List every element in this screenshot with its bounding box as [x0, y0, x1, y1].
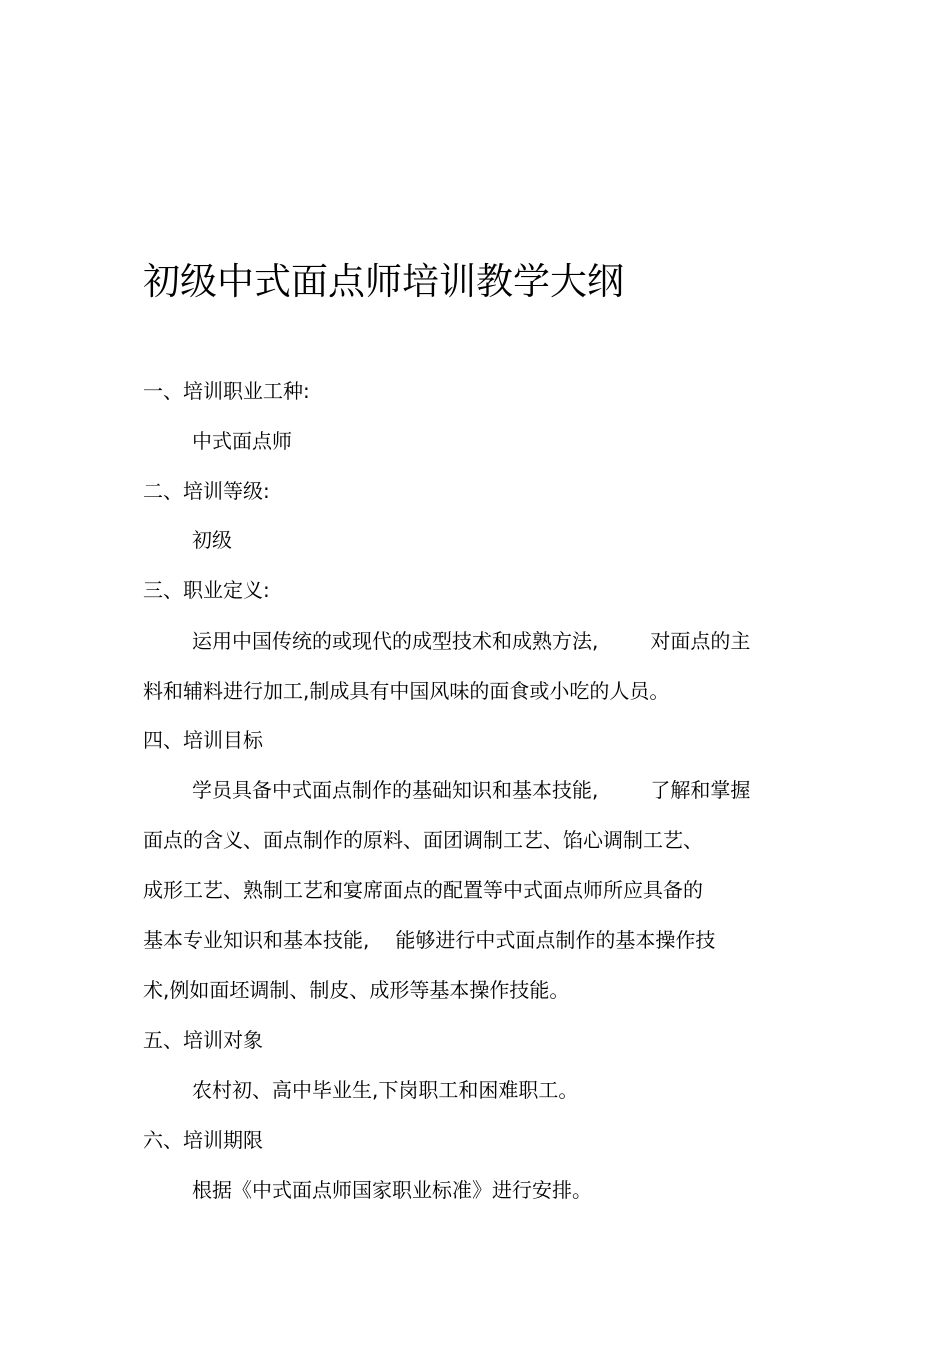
goals-paragraph-line: 术,例如面坯调制、制皮、成形等基本操作技能。	[143, 978, 570, 1002]
section-heading-definition: 三、职业定义:	[143, 578, 270, 602]
section-heading-goals: 四、培训目标	[143, 728, 263, 752]
section-heading-level: 二、培训等级:	[143, 479, 270, 503]
section-text-level: 初级	[192, 528, 232, 552]
goals-paragraph-line	[143, 926, 715, 954]
goals-text-part: 基本专业知识和基本技能,	[143, 928, 370, 952]
definition-paragraph-line	[192, 627, 750, 655]
goals-text-part: 学员具备中式面点制作的基础知识和基本技能,	[192, 778, 599, 802]
goals-paragraph-line: 面点的含义、面点制作的原料、面团调制工艺、馅心调制工艺、	[143, 828, 703, 852]
section-heading-trainees: 五、培训对象	[143, 1028, 263, 1052]
definition-text-part: 对面点的主	[650, 629, 751, 653]
goals-paragraph-line: 成形工艺、熟制工艺和宴席面点的配置等中式面点师所应具备的	[143, 878, 703, 902]
section-text-trainees: 农村初、高中毕业生,下岗职工和困难职工。	[192, 1078, 579, 1102]
goals-text-part: 了解和掌握	[650, 778, 751, 802]
definition-paragraph-line: 料和辅料进行加工,制成具有中国风味的面食或小吃的人员。	[143, 679, 670, 703]
definition-text-part: 运用中国传统的或现代的成型技术和成熟方法,	[192, 629, 599, 653]
section-heading-duration: 六、培训期限	[143, 1128, 263, 1152]
section-text-occupation: 中式面点师	[192, 429, 292, 453]
document-title: 初级中式面点师培训教学大纲	[143, 260, 624, 303]
goals-paragraph-line	[192, 776, 750, 804]
section-text-duration: 根据《中式面点师国家职业标准》进行安排。	[192, 1178, 592, 1202]
goals-text-part: 能够进行中式面点制作的基本操作技	[395, 928, 716, 952]
section-heading-occupation: 一、培训职业工种:	[143, 379, 310, 403]
